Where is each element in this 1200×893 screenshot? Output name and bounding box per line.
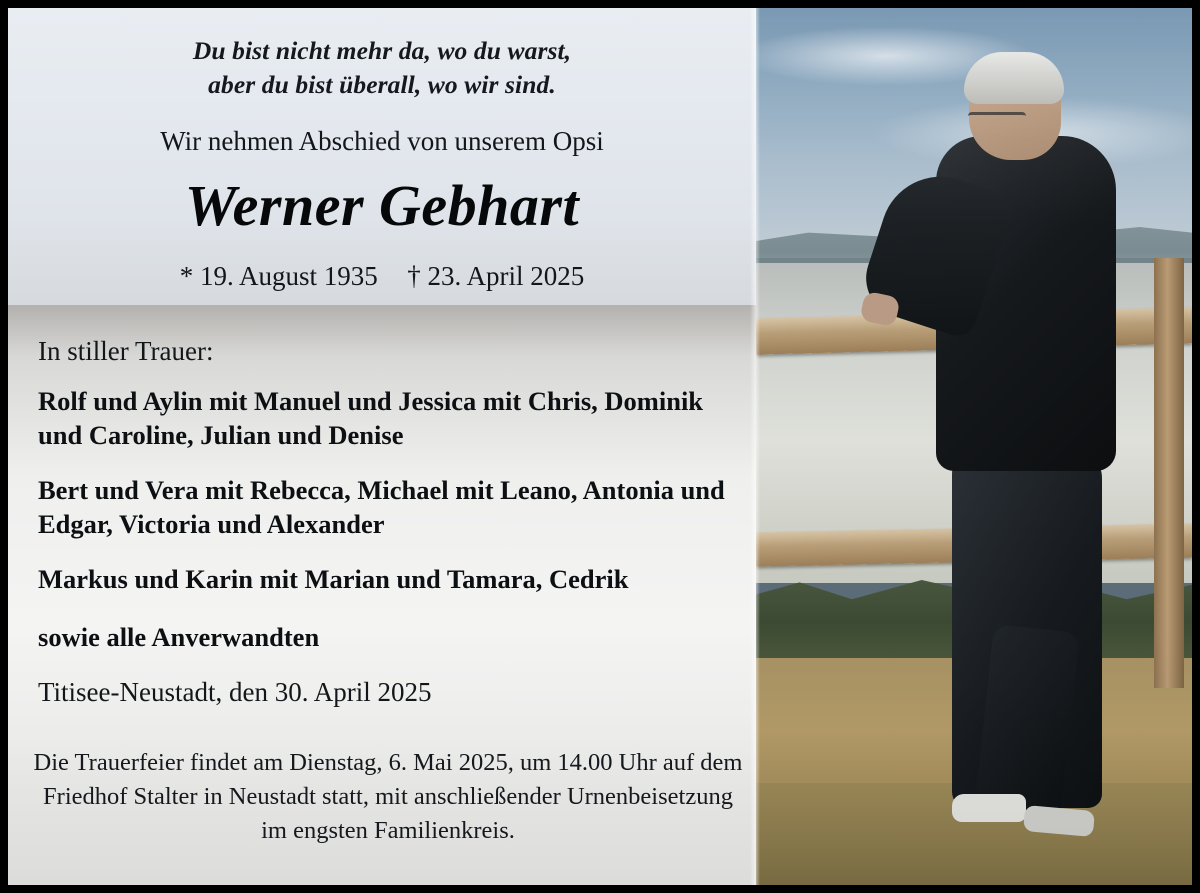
death-date: † 23. April 2025 (407, 261, 585, 291)
mourning-block (38, 336, 738, 708)
motto-line-1: Du bist nicht mehr da, wo du warst, (192, 36, 572, 65)
obituary-text-column (8, 8, 756, 885)
obituary-card (8, 8, 1192, 885)
intro-text: Wir nehmen Abschied von unserem Opsi (160, 126, 604, 156)
place-and-date: Titisee-Neustadt, den 30. April 2025 (38, 676, 432, 707)
family-line: Bert und Vera mit Rebecca, Michael mit Leano, Antonia und Edgar, Victoria und Alexander (38, 474, 725, 539)
mourning-lead: In stiller Trauer: (38, 336, 214, 366)
motto-line-2: aber du bist überall, wo wir sind. (208, 69, 556, 99)
life-dates (8, 261, 756, 292)
family-line: Rolf und Aylin mit Manuel und Jessica mit Chris, Dominik und Caroline, Julian und Denise (38, 386, 704, 450)
photo-man-hair (964, 52, 1064, 104)
portrait-photo (756, 8, 1192, 885)
relatives-line: sowie alle Anverwandten (38, 621, 320, 652)
motto (8, 34, 756, 101)
deceased-name: Werner Gebhart (184, 173, 580, 238)
photo-man-shoe (952, 794, 1026, 822)
birth-date: * 19. August 1935 (179, 261, 378, 291)
ceremony-details: Die Trauerfeier findet am Dienstag, 6. Mai 2025, um 14.00 Uhr auf dem Friedhof Stalter in Neustadt statt, mit anschließender Urnenbeisetzung im engsten Familienkreis. (33, 749, 743, 844)
photo-fence-post (1154, 258, 1184, 688)
family-line: Markus und Karin mit Marian und Tamara, Cedrik (38, 563, 629, 594)
glasses-icon (968, 112, 1026, 125)
